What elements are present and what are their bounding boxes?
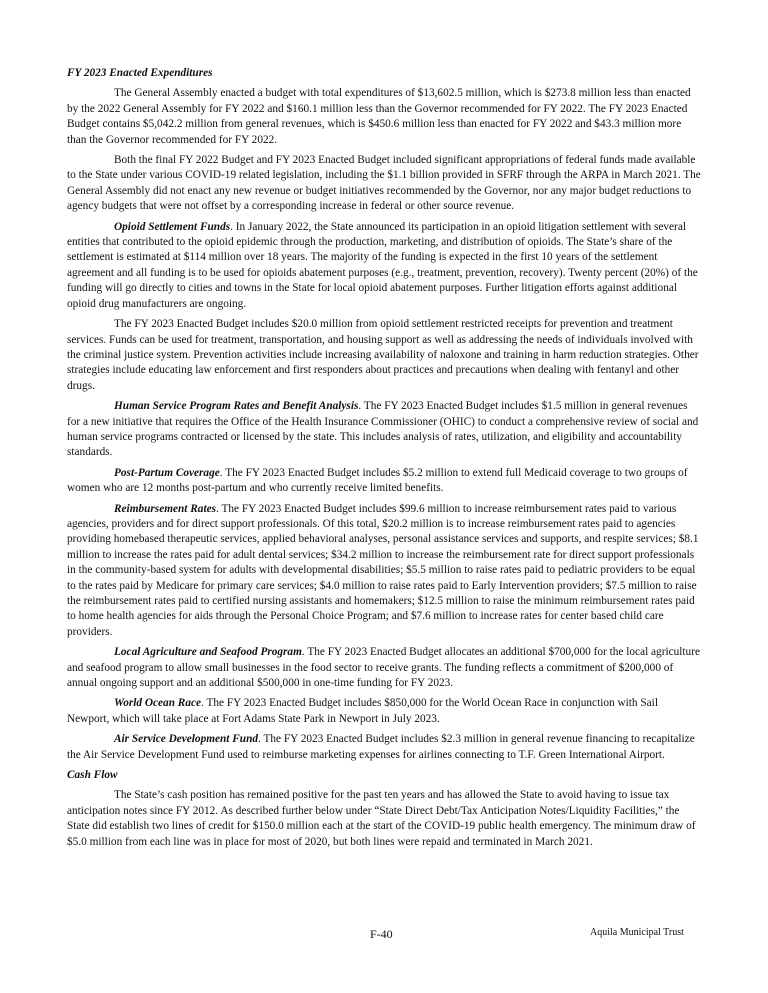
paragraph — [67, 153, 702, 215]
paragraph-text: . The FY 2023 Enacted Budget includes $5.2 million to extend full Medicaid coverage to two groups of women who are 12 months post-partum and who currently receive limited benefits. — [67, 466, 688, 495]
document-body — [67, 66, 702, 855]
paragraph — [67, 502, 702, 641]
paragraph-text: . In January 2022, the State announced its participation in an opioid litigation settlement with several entities that contributed to the opioid epidemic through the production, marketing, and distribution of opioids. The State’s share of the settlement is estimated at $114 million over 18 years. The majority of the funding is expected in the first 10 years of the settlement agreement and all funding is to be used for opioids abatement purposes (e.g., treatment, prevention, recovery). Twenty percent (20%) of the funding will go directly to cities and towns in the State for local opioid abatement purposes. Further litigation efforts against additional opioid drug manufacturers are ongoing. — [67, 220, 698, 310]
paragraph — [67, 645, 702, 691]
paragraph — [67, 466, 702, 497]
section-cash-flow — [67, 768, 702, 850]
paragraph-text: The State’s cash position has remained positive for the past ten years and has allowed the State to avoid having to issue tax anticipation notes since FY 2012. As described further below under “State Direct Debt/Tax Anticipation Notes/Liquidity Facilities,” the State did establish two lines of credit for $150.0 million each at the start of the COVID-19 public health emergency. The minimum draw of $5.0 million from each line was in place for most of 2020, but both lines were repaid and terminated in March 2021. — [67, 789, 696, 848]
paragraph-lead-agriculture: Local Agriculture and Seafood Program — [114, 646, 302, 659]
section-heading: Cash Flow — [67, 769, 118, 782]
paragraph — [67, 317, 702, 394]
paragraph — [67, 696, 702, 727]
paragraph — [67, 788, 702, 850]
paragraph-lead-air-service: Air Service Development Fund — [114, 733, 259, 746]
paragraph — [67, 86, 702, 148]
paragraph-text: . The FY 2023 Enacted Budget includes $99.6 million to increase reimbursement rates paid to various agencies, providers and for direct support professionals. Of this total, $20.2 million is to increase reimbursement rates paid to agencies providing homebased therapeutic services, applied behavioral analyses, personal assistance services and supports, and respite services; $8.1 million to increase the rates paid for adult dental services; $34.2 million to increase the reimbursement rate for direct support professionals in the community-based system for adults with developmental disabilities; $5.5 million to raise rates paid to pediatric providers to be equal to the rates paid by Medicare for primary care services; $4.0 million to raise rates paid to Early Intervention providers; $7.5 million to raise the reimbursement rates paid to certified nursing assistants and homemakers; $12.5 million to raise the minimum reimbursement rates paid to home health agencies for aids through the Personal Choice Program; and $7.6 million to increase rates for center based child care providers. — [67, 502, 699, 638]
page-number: F-40 — [370, 927, 393, 941]
paragraph-lead-opioid: Opioid Settlement Funds — [114, 220, 231, 233]
paragraph-text: . The FY 2023 Enacted Budget includes $850,000 for the World Ocean Race in conjunction with Sail Newport, which will take place at Fort Adams State Park in Newport in July 2023. — [67, 697, 658, 725]
paragraph — [67, 220, 702, 312]
section-enacted-expenditures — [67, 66, 702, 763]
paragraph-lead-reimbursement: Reimbursement Rates — [114, 502, 216, 515]
paragraph-lead-ocean-race: World Ocean Race — [114, 697, 202, 710]
paragraph-text: The FY 2023 Enacted Budget includes $20.0 million from opioid settlement restricted receipts for prevention and treatment services. Funds can be used for treatment, transportation, and housing support as well as addressing the needs of individuals involved with the criminal justice system. Prevention activities include increasing availability of naloxone and training in harm reduction strategies. Other strategies include educating law enforcement and first responders about practices and precautions when dealing with fentanyl and other drugs. — [67, 318, 699, 392]
paragraph — [67, 399, 702, 461]
paragraph — [67, 732, 702, 763]
paragraph-lead-post-partum: Post-Partum Coverage — [114, 466, 220, 479]
paragraph-text: The General Assembly enacted a budget with total expenditures of $13,602.5 million, which is $273.8 million less than enacted by the 2022 General Assembly for FY 2022 and $160.1 million less than the Governor recommended for FY 2022. The FY 2023 Enacted Budget contains $5,042.2 million from general revenues, which is $450.6 million less than enacted for FY 2022 and $43.3 million more than the Governor recommended for FY 2022. — [67, 87, 691, 146]
paragraph-text: Both the final FY 2022 Budget and FY 2023 Enacted Budget included significant appropriations of federal funds made available to the State under various COVID-19 related legislation, including the $1.1 billion provided in SFRF through the ARPA in March 2021. The General Assembly did not enact any new revenue or budget initiatives recommended by the Governor, nor any major budget reductions to agency budgets that were not offset by a corresponding increase in federal or other source revenue. — [67, 154, 701, 213]
section-heading: FY 2023 Enacted Expenditures — [67, 67, 213, 79]
publisher-name: Aquila Municipal Trust — [590, 927, 684, 938]
paragraph-text: . The FY 2023 Enacted Budget allocates an additional $700,000 for the local agriculture and seafood program to allow small businesses in the food sector to receive grants. The funding reflects a commitment of $200,000 of annual ongoing support and an additional $500,000 in one-time funding for FY 2023. — [67, 646, 700, 690]
paragraph-text: . The FY 2023 Enacted Budget includes $2.3 million in general revenue financing to recapitalize the Air Service Development Fund used to reimburse marketing expenses for airlines connecting to T.F. Green International Airport. — [67, 733, 695, 761]
paragraph-text: . The FY 2023 Enacted Budget includes $1.5 million in general revenues for a new initiative that requires the Office of the Health Insurance Commissioner (OHIC) to conduct a comprehensive review of social and human service programs contracted or licensed by the state. This includes analysis of rates, utilization, and eligibility and accountability standards. — [67, 400, 699, 459]
paragraph-lead-human-service: Human Service Program Rates and Benefit Analysis — [114, 400, 359, 413]
